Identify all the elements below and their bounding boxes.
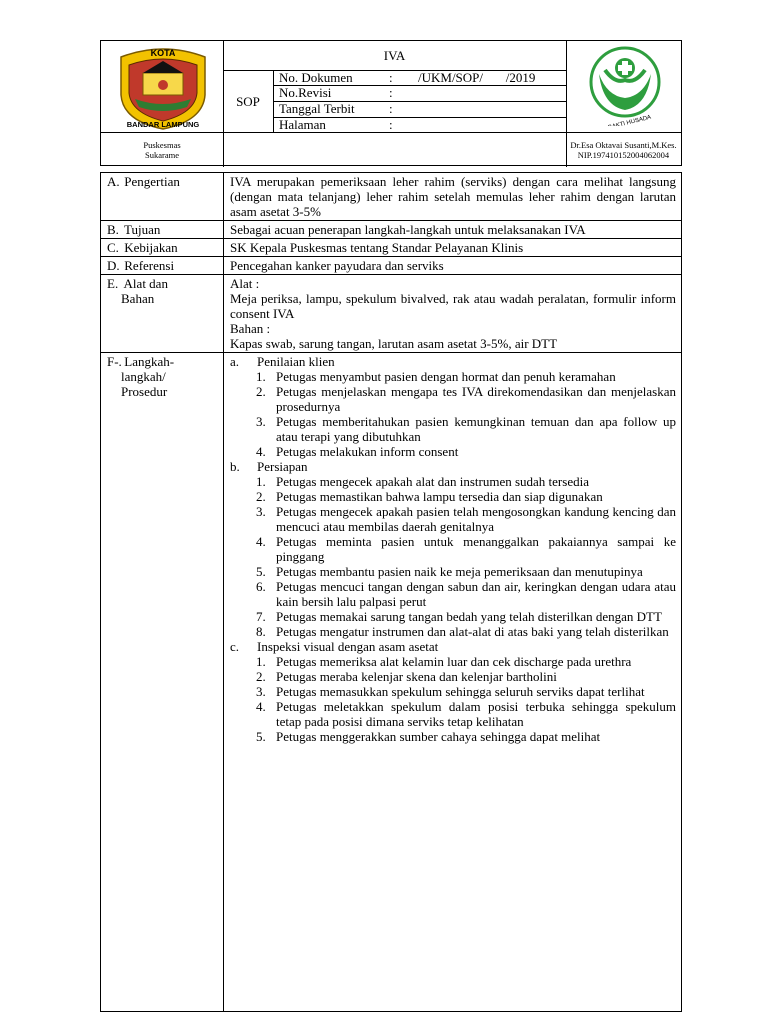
- list-item: 4. Petugas meletakkan spekulum dalam posisi terbuka sehingga spekulum tetap pada posisi dimana serviks tetap kelihatan: [256, 699, 676, 729]
- section-title: b. Persiapan: [230, 459, 308, 474]
- bahan-text: Kapas swab, sarung tangan, larutan asam asetat 3-5%, air DTT: [230, 336, 558, 351]
- signer-name: Dr.Esa Oktavai Susanti,M.Kes.: [570, 140, 677, 150]
- section-title: a. Penilaian klien: [230, 354, 335, 369]
- row-label: F-. Langkah- langkah/ Prosedur: [101, 353, 224, 1011]
- referensi-text: Pencegahan kanker payudara dan serviks: [230, 258, 444, 273]
- row-label: D. Referensi: [101, 257, 224, 274]
- list-item: 1. Petugas memeriksa alat kelamin luar dan cek discharge pada urethra: [256, 654, 632, 669]
- document-header: [100, 40, 682, 166]
- row-prosedur: [101, 352, 681, 1011]
- puskesmas-line-1: Puskesmas: [143, 140, 181, 150]
- field-sep: :: [389, 85, 393, 100]
- svg-text:KOTA: KOTA: [150, 48, 176, 58]
- alat-bahan-content: [224, 275, 681, 352]
- steps-list: [230, 369, 676, 459]
- list-item: 5. Petugas menggerakkan sumber cahaya sehingga dapat melihat: [256, 729, 601, 744]
- list-item: 4. Petugas meminta pasien untuk menanggalkan pakaiannya sampai ke pinggang: [256, 534, 676, 564]
- field-sep: :: [389, 117, 393, 132]
- field-label-no-revisi: No.Revisi: [279, 85, 332, 100]
- list-item: 2. Petugas memastikan bahwa lampu tersedia dan siap digunakan: [256, 489, 603, 504]
- row-kebijakan: [101, 238, 681, 256]
- kota-bandar-lampung-logo: [113, 43, 213, 131]
- list-item: 1. Petugas mengecek apakah alat dan instrumen sudah tersedia: [256, 474, 589, 489]
- list-item: 1. Petugas menyambut pasien dengan hormat dan penuh keramahan: [256, 369, 616, 384]
- list-item: 2. Petugas menjelaskan mengapa tes IVA direkomendasikan dan menjelaskan prosedurnya: [256, 384, 676, 414]
- kebijakan-text: SK Kepala Puskesmas tentang Standar Pelayanan Klinis: [230, 240, 524, 255]
- list-item: 7. Petugas memakai sarung tangan bedah yang telah disterilkan dengan DTT: [256, 609, 662, 624]
- list-item: 3. Petugas memberitahukan pasien kemungkinan temuan dan apa follow up atau terapi yang dibutuhkan: [256, 414, 676, 444]
- section-title: c. Inspeksi visual dengan asam asetat: [230, 639, 439, 654]
- list-item: 2. Petugas meraba kelenjar skena dan kelenjar bartholini: [256, 669, 557, 684]
- field-value-no-dokumen: /UKM/SOP/ /2019: [418, 70, 536, 85]
- row-label: E. Alat dan Bahan: [101, 275, 224, 352]
- sop-label: SOP: [236, 94, 260, 109]
- list-item: 3. Petugas memasukkan spekulum sehingga seluruh serviks dapat terlihat: [256, 684, 645, 699]
- steps-list: [230, 654, 676, 744]
- list-item: 5. Petugas membantu pasien naik ke meja pemeriksaan dan menutupinya: [256, 564, 643, 579]
- row-alat-bahan: [101, 274, 681, 352]
- row-pengertian: [101, 173, 681, 220]
- prosedur-content: [224, 353, 681, 1011]
- field-sep: :: [389, 101, 393, 116]
- steps-list: [230, 474, 676, 639]
- signer-block: [566, 140, 681, 160]
- svg-text:BANDAR LAMPUNG: BANDAR LAMPUNG: [126, 120, 200, 129]
- alat-label: Alat :: [230, 276, 260, 291]
- svg-text:BAKTI HUSADA: BAKTI HUSADA: [607, 114, 652, 126]
- sop-content-table: [100, 172, 682, 1012]
- field-label-halaman: Halaman: [279, 117, 326, 132]
- bakti-husada-logo: [585, 44, 667, 126]
- document-title: IVA: [383, 48, 406, 63]
- bahan-label: Bahan :: [230, 321, 271, 336]
- row-label: A. Pengertian: [101, 173, 224, 220]
- row-label: B. Tujuan: [101, 221, 224, 238]
- puskesmas-line-2: Sukarame: [145, 150, 179, 160]
- pengertian-text: IVA merupakan pemeriksaan leher rahim (serviks) dengan cara melihat langsung (dengan mata telanjang) leher rahim setelah memulas leher rahim dengan larutan asam asetat 3-5%: [230, 174, 676, 219]
- row-tujuan: [101, 220, 681, 238]
- row-referensi: [101, 256, 681, 274]
- field-label-tanggal-terbit: Tanggal Terbit: [279, 101, 355, 116]
- list-item: 8. Petugas mengatur instrumen dan alat-alat di atas baki yang telah disterilkan: [256, 624, 669, 639]
- list-item: 3. Petugas mengecek apakah pasien telah mengosongkan kandung kencing dan mencuci atau membilas daerah genitalnya: [256, 504, 676, 534]
- row-label: C. Kebijakan: [101, 239, 224, 256]
- signer-nip: NIP.197410152004062004: [577, 150, 670, 160]
- field-sep: :: [389, 70, 393, 85]
- alat-text: Meja periksa, lampu, spekulum bivalved, rak atau wadah peralatan, formulir inform consent IVA: [230, 291, 676, 321]
- field-label-no-dokumen: No. Dokumen: [279, 70, 353, 85]
- tujuan-text: Sebagai acuan penerapan langkah-langkah untuk melaksanakan IVA: [230, 222, 586, 237]
- puskesmas-name: [101, 140, 223, 160]
- list-item: 6. Petugas mencuci tangan dengan sabun dan air, keringkan dengan udara atau kain bersih lalu palpasi perut: [256, 579, 676, 609]
- list-item: 4. Petugas melakukan inform consent: [256, 444, 459, 459]
